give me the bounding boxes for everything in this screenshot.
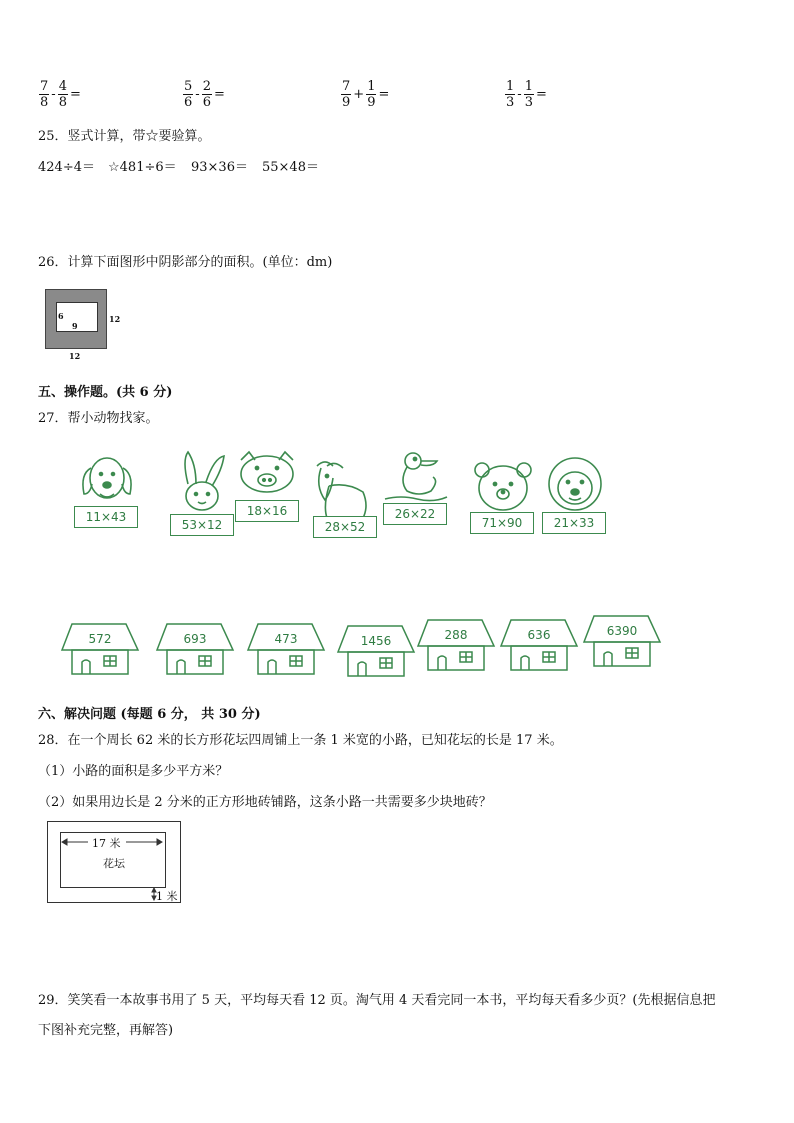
numerator: 5 xyxy=(184,79,193,94)
duck-icon xyxy=(381,451,451,511)
question-28-sub2: （2）如果用边长是 2 分米的正方形地砖铺路，这条小路一共需要多少块地砖？ xyxy=(38,795,492,810)
animal-expression: 18×16 xyxy=(235,500,299,522)
fraction xyxy=(366,79,376,110)
denominator: 8 xyxy=(40,95,49,110)
house-number: 6390 xyxy=(606,624,638,638)
denominator: 8 xyxy=(58,95,67,110)
denominator: 3 xyxy=(506,95,515,110)
fraction-expression-2 xyxy=(182,79,226,110)
house-number: 288 xyxy=(444,628,468,642)
animal-card-rabbit xyxy=(168,450,238,545)
house-icon xyxy=(155,618,235,680)
house-icon xyxy=(336,620,416,682)
question-28-title: 28．在一个周长 62 米的长方形花坛四周铺上一条 1 米宽的小路，已知花坛的长是 17 米。 xyxy=(38,733,563,748)
operator: - xyxy=(517,87,522,102)
rabbit-icon xyxy=(168,450,238,520)
house-card xyxy=(246,618,326,680)
calc-item: 93×36＝ xyxy=(191,160,248,175)
operator: - xyxy=(195,87,200,102)
house-card xyxy=(582,610,662,672)
bear-icon xyxy=(468,460,538,520)
numerator: 1 xyxy=(524,79,533,94)
outer-bottom-label: 12 xyxy=(69,351,81,361)
fraction xyxy=(39,79,49,110)
house-number: 1456 xyxy=(360,634,392,648)
question-25-title: 25．竖式计算，带☆要验算。 xyxy=(38,129,211,144)
calc-item: 55×48＝ xyxy=(262,160,319,175)
shaded-square-figure xyxy=(45,289,107,349)
calc-item: 424÷4＝ xyxy=(38,160,95,175)
animal-card-dog xyxy=(72,450,142,545)
denominator: 6 xyxy=(202,95,211,110)
question-29-line1: 29．笑笑看一本故事书用了 5 天，平均每天看 12 页。淘气用 4 天看完同一本书，平均每天看多少页？(先根据信息把 xyxy=(38,993,716,1008)
house-card xyxy=(336,620,416,682)
animal-expression: 53×12 xyxy=(170,514,234,536)
numerator: 1 xyxy=(367,79,376,94)
animal-card-monkey xyxy=(540,456,610,551)
animal-expression: 26×22 xyxy=(383,503,447,525)
animal-expression: 71×90 xyxy=(470,512,534,534)
garden-figure xyxy=(47,821,181,903)
operator: - xyxy=(51,87,56,102)
section-6-heading: 六、解决问题 (每题 6 分， 共 30 分) xyxy=(38,707,261,722)
numerator: 2 xyxy=(202,79,211,94)
denominator: 6 xyxy=(184,95,193,110)
house-number: 693 xyxy=(183,632,207,646)
fraction-expression-1 xyxy=(38,79,82,110)
path-width-label: 1 米 xyxy=(156,890,178,903)
numerator: 7 xyxy=(342,79,351,94)
question-28-sub1: （1）小路的面积是多少平方米？ xyxy=(38,764,229,779)
inner-rectangle xyxy=(56,302,98,332)
fraction xyxy=(341,79,351,110)
monkey-icon xyxy=(540,456,610,516)
fraction xyxy=(202,79,212,110)
house-card xyxy=(499,614,579,676)
section-5-heading: 五、操作题。(共 6 分) xyxy=(38,385,173,400)
fraction xyxy=(505,79,515,110)
dog-icon xyxy=(72,450,142,510)
pig-icon xyxy=(233,450,303,500)
animal-card-duck xyxy=(381,451,451,546)
denominator: 9 xyxy=(342,95,351,110)
inner-height-label: 6 xyxy=(58,311,64,321)
animal-expression: 11×43 xyxy=(74,506,138,528)
equals-sign: = xyxy=(213,87,225,102)
house-number: 473 xyxy=(274,632,298,646)
question-26-title: 26．计算下面图形中阴影部分的面积。(单位：dm) xyxy=(38,255,333,270)
animal-expression: 28×52 xyxy=(313,516,377,538)
animal-expression: 21×33 xyxy=(542,512,606,534)
operator: + xyxy=(353,87,365,102)
numerator: 1 xyxy=(506,79,515,94)
fraction-expression-4 xyxy=(504,79,548,110)
house-number: 572 xyxy=(88,632,112,646)
inner-width-label: 9 xyxy=(72,321,78,331)
garden-label: 花坛 xyxy=(103,857,125,870)
fraction xyxy=(183,79,193,110)
numerator: 7 xyxy=(40,79,49,94)
equals-sign: = xyxy=(378,87,390,102)
denominator: 3 xyxy=(524,95,533,110)
house-icon xyxy=(416,614,496,676)
animal-card-goat xyxy=(307,456,377,551)
house-icon xyxy=(60,618,140,680)
fraction xyxy=(524,79,534,110)
house-icon xyxy=(582,610,662,672)
denominator: 9 xyxy=(367,95,376,110)
fraction xyxy=(58,79,68,110)
calc-item: ☆481÷6＝ xyxy=(108,160,177,175)
animal-card-pig xyxy=(233,450,303,545)
house-number: 636 xyxy=(527,628,551,642)
numerator: 4 xyxy=(58,79,67,94)
question-29-line2: 下图补充完整，再解答) xyxy=(38,1023,174,1038)
question-27-title: 27．帮小动物找家。 xyxy=(38,411,159,426)
equals-sign: = xyxy=(69,87,81,102)
fraction-expression-3 xyxy=(340,79,390,110)
animal-card-bear xyxy=(468,460,538,555)
equals-sign: = xyxy=(535,87,547,102)
outer-side-label: 12 xyxy=(109,314,121,324)
house-card xyxy=(416,614,496,676)
house-icon xyxy=(246,618,326,680)
house-card xyxy=(155,618,235,680)
house-card xyxy=(60,618,140,680)
house-icon xyxy=(499,614,579,676)
length-label: 17 米 xyxy=(92,837,121,850)
